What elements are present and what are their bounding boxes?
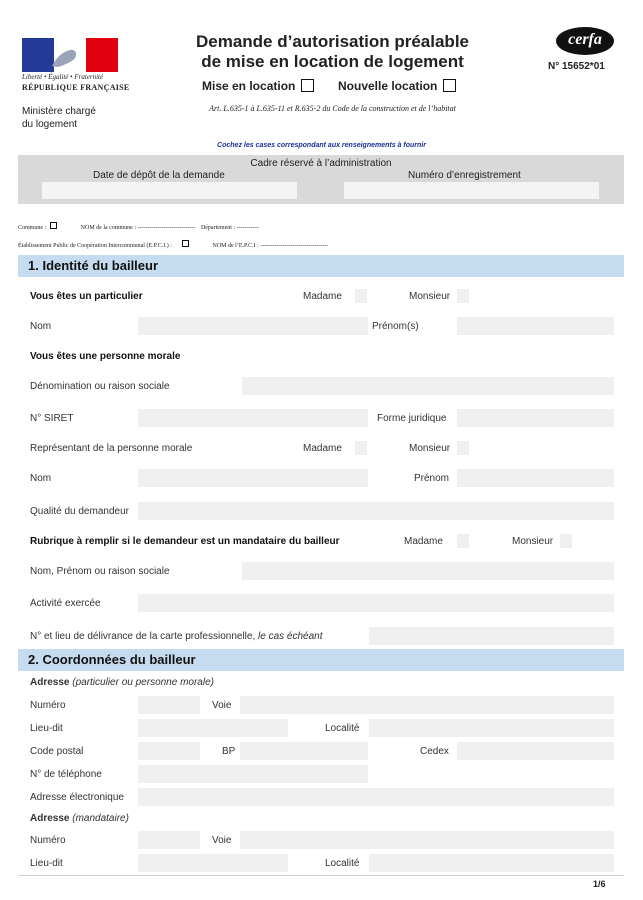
activite-field[interactable]	[138, 594, 614, 612]
republic-name: RÉPUBLIQUE FRANÇAISE	[22, 83, 130, 92]
email-field[interactable]	[138, 788, 614, 806]
representant-madame-label: Madame	[303, 443, 342, 454]
mandataire-numero-field[interactable]	[138, 831, 200, 849]
cerfa-number: N° 15652*01	[548, 61, 605, 72]
republic-motto: Liberté • Égalité • Fraternité	[22, 73, 104, 81]
option-mise-en-location[interactable]	[202, 79, 314, 93]
particulier-nom-label: Nom	[30, 321, 52, 332]
siret-field[interactable]	[138, 409, 368, 427]
form-title-line2: de mise en location de logement	[201, 52, 464, 71]
mandataire-madame-checkbox[interactable]	[457, 534, 469, 548]
lieu-dit-label: Lieu-dit	[30, 723, 63, 734]
epci-checkbox[interactable]	[182, 240, 189, 247]
localite-field[interactable]	[369, 719, 614, 737]
representant-monsieur-label: Monsieur	[409, 443, 451, 454]
registration-number-label: Numéro d’enregistrement	[408, 170, 521, 181]
representant-nom-field[interactable]	[138, 469, 368, 487]
cedex-label: Cedex	[420, 746, 449, 757]
commune-label: Commune :	[18, 225, 47, 231]
option-mise-en-location-label: Mise en location	[202, 79, 296, 93]
section-2-title: 2. Coordonnées du bailleur	[28, 652, 196, 667]
particulier-monsieur-label: Monsieur	[409, 291, 451, 302]
particulier-nom-field[interactable]	[138, 317, 368, 335]
nom-prenom-raison-field[interactable]	[242, 562, 614, 580]
mandataire-madame-label: Madame	[404, 536, 443, 547]
mandataire-voie-label: Voie	[212, 835, 232, 846]
localite-label: Localité	[325, 723, 360, 734]
particulier-prenoms-label: Prénom(s)	[372, 321, 419, 332]
adresse-heading-bold: Adresse	[30, 677, 70, 688]
mise-en-location-checkbox[interactable]	[301, 79, 314, 92]
qualite-label: Qualité du demandeur	[30, 506, 129, 517]
voie-field[interactable]	[240, 696, 614, 714]
section-1-header	[18, 255, 624, 277]
forme-juridique-label: Forme juridique	[377, 413, 447, 424]
adresse-heading	[30, 677, 214, 688]
admin-box	[18, 155, 624, 204]
telephone-label: N° de téléphone	[30, 769, 102, 780]
page-bottom-rule	[18, 875, 624, 876]
mandataire-monsieur-checkbox[interactable]	[560, 534, 572, 548]
carte-pro-field[interactable]	[369, 627, 614, 645]
particulier-madame-label: Madame	[303, 291, 342, 302]
section-2-header	[18, 649, 624, 671]
particulier-madame-checkbox[interactable]	[355, 289, 367, 303]
particulier-prenoms-field[interactable]	[457, 317, 614, 335]
departement-label: Département : -----------	[200, 225, 259, 231]
particulier-label: Vous êtes un particulier	[30, 291, 143, 302]
representant-nom-label: Nom	[30, 473, 52, 484]
lieu-dit-field[interactable]	[138, 719, 288, 737]
option-nouvelle-location[interactable]	[338, 79, 456, 93]
particulier-monsieur-checkbox[interactable]	[457, 289, 469, 303]
mandataire-lieu-dit-label: Lieu-dit	[30, 858, 63, 869]
representant-prenom-label: Prénom	[414, 473, 450, 484]
activite-label: Activité exercée	[30, 598, 101, 609]
telephone-field[interactable]	[138, 765, 368, 783]
carte-pro-text: N° et lieu de délivrance de la carte professionnelle,	[30, 631, 256, 642]
mandataire-voie-field[interactable]	[240, 831, 614, 849]
epci-line	[18, 240, 328, 249]
bp-field[interactable]	[240, 742, 368, 760]
carte-pro-label	[30, 631, 323, 642]
epci-name: NOM de l’E.P.C.I : ----------------------------------	[212, 243, 329, 249]
adresse-mandataire-heading	[30, 813, 129, 824]
email-label: Adresse électronique	[30, 792, 124, 803]
mandataire-monsieur-label: Monsieur	[512, 536, 554, 547]
mandataire-lieu-dit-field[interactable]	[138, 854, 288, 872]
instruction-text: Cochez les cases correspondant aux renseignements à fournir	[217, 142, 426, 149]
voie-label: Voie	[212, 700, 232, 711]
nom-prenom-raison-label: Nom, Prénom ou raison sociale	[30, 566, 170, 577]
nouvelle-location-checkbox[interactable]	[443, 79, 456, 92]
adresse-mandataire-bold: Adresse	[30, 813, 70, 824]
mandataire-localite-field[interactable]	[369, 854, 614, 872]
ministry-line2: du logement	[22, 119, 78, 130]
representant-prenom-field[interactable]	[457, 469, 614, 487]
deposit-date-field[interactable]	[42, 182, 297, 199]
legal-reference: Art. L.635-1 à L.635-11 et R.635-2 du Code de la construction et de l’habitat	[209, 104, 456, 113]
code-postal-field[interactable]	[138, 742, 200, 760]
forme-juridique-field[interactable]	[457, 409, 614, 427]
form-title-line1: Demande d’autorisation préalable	[195, 32, 469, 51]
epci-label: Établissement Public de Coopération Intercommunal (E.P.C.I.) :	[18, 243, 172, 249]
denomination-label: Dénomination ou raison sociale	[30, 381, 170, 392]
commune-checkbox[interactable]	[50, 222, 57, 229]
cedex-field[interactable]	[457, 742, 614, 760]
option-nouvelle-location-label: Nouvelle location	[338, 79, 438, 93]
ministry-line1: Ministère chargé	[22, 106, 96, 117]
deposit-date-label: Date de dépôt de la demande	[93, 170, 225, 181]
adresse-heading-note: (particulier ou personne morale)	[72, 677, 214, 688]
marianne-logo	[22, 38, 118, 72]
numero-label: Numéro	[30, 700, 66, 711]
representant-monsieur-checkbox[interactable]	[457, 441, 469, 455]
carte-pro-italic: le cas échéant	[258, 631, 323, 642]
representant-madame-checkbox[interactable]	[355, 441, 367, 455]
page-number: 1/6	[593, 879, 606, 889]
cerfa-logo: cerfa	[555, 26, 615, 56]
siret-label: N° SIRET	[30, 413, 74, 424]
mandataire-label: Rubrique à remplir si le demandeur est un mandataire du bailleur	[30, 536, 340, 547]
admin-box-title: Cadre réservé à l’administration	[250, 158, 392, 169]
qualite-field[interactable]	[138, 502, 614, 520]
code-postal-label: Code postal	[30, 746, 84, 757]
commune-name: NOM de la commune : -----------------------------	[80, 225, 196, 231]
registration-number-field[interactable]	[344, 182, 599, 199]
section-1-title: 1. Identité du bailleur	[28, 258, 159, 273]
mandataire-numero-label: Numéro	[30, 835, 66, 846]
denomination-field[interactable]	[242, 377, 614, 395]
personne-morale-label: Vous êtes une personne morale	[30, 351, 181, 362]
mandataire-localite-label: Localité	[325, 858, 360, 869]
representant-label: Représentant de la personne morale	[30, 443, 193, 454]
adresse-mandataire-note: (mandataire)	[72, 813, 129, 824]
bp-label: BP	[222, 746, 236, 757]
numero-field[interactable]	[138, 696, 200, 714]
commune-line	[18, 222, 259, 231]
